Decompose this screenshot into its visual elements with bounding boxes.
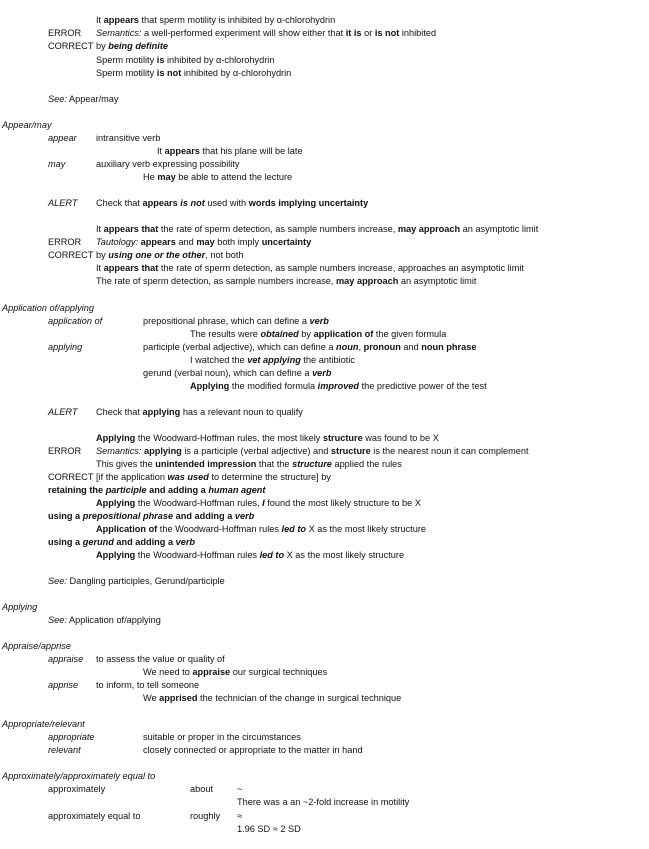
entry-heading: Application of/applying: [2, 303, 94, 313]
entry-heading: Applying: [2, 602, 38, 612]
definition: to inform, to tell someone: [96, 680, 200, 690]
term: appear: [48, 133, 77, 143]
definition: to assess the value or quality of: [96, 654, 225, 664]
remedy: using a prepositional phrase and adding a verb: [48, 511, 255, 521]
correct-example: Applying the Woodward-Hoffman rules, I found the most likely structure to be X: [96, 498, 421, 508]
definition: prepositional phrase, which can define a verb: [143, 316, 329, 326]
error-explanation: Semantics: applying is a participle (verbal adjective) and structure is the nearest noun it can complement: [96, 446, 529, 456]
correct-example: Sperm motility is inhibited by α-chlorohydrin: [96, 55, 275, 65]
term: approximately: [48, 784, 106, 794]
term: relevant: [48, 745, 81, 755]
term: approximately equal to: [48, 811, 141, 821]
correct-explanation: by using one or the other, not both: [96, 250, 244, 260]
error-label: ERROR: [48, 237, 82, 247]
correct-example: It appears that the rate of sperm detection, as sample numbers increase, approaches an asymptotic limit: [96, 263, 524, 273]
example-sentence: He may be able to attend the lecture: [143, 172, 293, 182]
remedy: retaining the participle and adding a human agent: [48, 485, 266, 495]
correct-example: Application of the Woodward-Hoffman rules led to X as the most likely structure: [96, 524, 427, 534]
term: may: [48, 159, 66, 169]
synonym: roughly: [190, 811, 221, 821]
correct-example: Applying the Woodward-Hoffman rules led to X as the most likely structure: [96, 550, 405, 560]
tilde-symbol: ~: [237, 784, 243, 794]
example-sentence: We apprised the technician of the change in surgical technique: [143, 693, 402, 703]
entry-heading: Appraise/apprise: [2, 641, 71, 651]
example-sentence: We need to appraise our surgical techniques: [143, 667, 328, 677]
definition: auxiliary verb expressing possibility: [96, 159, 240, 169]
example-sentence: 1.96 SD ≈ 2 SD: [237, 824, 301, 834]
remedy: using a gerund and adding a verb: [48, 537, 196, 547]
error-explanation: Tautology: appears and may both imply uncertainty: [96, 237, 312, 247]
definition: intransitive verb: [96, 133, 161, 143]
correct-example: The rate of sperm detection, as sample numbers increase, may approach an asymptotic limit: [96, 276, 477, 286]
error-label: ERROR: [48, 28, 82, 38]
term: applying: [48, 342, 83, 352]
error-label: ERROR: [48, 446, 82, 456]
definition: gerund (verbal noun), which can define a verb: [143, 368, 332, 378]
example-sentence: It appears that sperm motility is inhibited by α-chlorohydrin: [96, 15, 336, 25]
error-explanation: Semantics: a well-performed experiment will show either that it is or is not inhibited: [96, 28, 437, 38]
see-also: See: Appear/may: [48, 94, 119, 104]
alert-text: Check that applying has a relevant noun to qualify: [96, 407, 303, 417]
correct-explanation: [if the application was used to determine the structure] by: [96, 472, 331, 482]
term: apprise: [48, 680, 79, 690]
definition: participle (verbal adjective), which can define a noun, pronoun and noun phrase: [143, 342, 477, 352]
synonym: about: [190, 784, 213, 794]
example-sentence: It appears that the rate of sperm detection, as sample numbers increase, may approach an asymptotic limit: [96, 224, 539, 234]
error-explanation: This gives the unintended impression that the structure applied the rules: [96, 459, 402, 469]
entry-heading: Appear/may: [2, 120, 52, 130]
alert-text: Check that appears is not used with words implying uncertainty: [96, 198, 369, 208]
correct-explanation: by being definite: [96, 41, 168, 51]
example-sentence: I watched the vet applying the antibiotic: [190, 355, 355, 365]
see-also: See: Application of/applying: [48, 615, 161, 625]
example-sentence: The results were obtained by application of the given formula: [190, 329, 447, 339]
correct-label: CORRECT: [48, 41, 94, 51]
correct-example: Sperm motility is not inhibited by α-chlorohydrin: [96, 68, 292, 78]
example-sentence: There was a an ~2-fold increase in motility: [237, 797, 410, 807]
see-also: See: Dangling participles, Gerund/participle: [48, 576, 225, 586]
approx-equal-symbol: ≈: [237, 811, 243, 821]
correct-label: CORRECT: [48, 472, 94, 482]
entry-heading: Approximately/approximately equal to: [2, 771, 156, 781]
alert-label: ALERT: [48, 407, 78, 417]
term: appropriate: [48, 732, 95, 742]
example-sentence: Applying the modified formula improved the predictive power of the test: [190, 381, 487, 391]
example-sentence: It appears that his plane will be late: [157, 146, 303, 156]
definition: closely connected or appropriate to the matter in hand: [143, 745, 363, 755]
example-sentence: Applying the Woodward-Hoffman rules, the most likely structure was found to be X: [96, 433, 439, 443]
definition: suitable or proper in the circumstances: [143, 732, 301, 742]
correct-label: CORRECT: [48, 250, 94, 260]
term: appraise: [48, 654, 84, 664]
term: application of: [48, 316, 103, 326]
alert-label: ALERT: [48, 198, 78, 208]
entry-heading: Appropriate/relevant: [2, 719, 85, 729]
